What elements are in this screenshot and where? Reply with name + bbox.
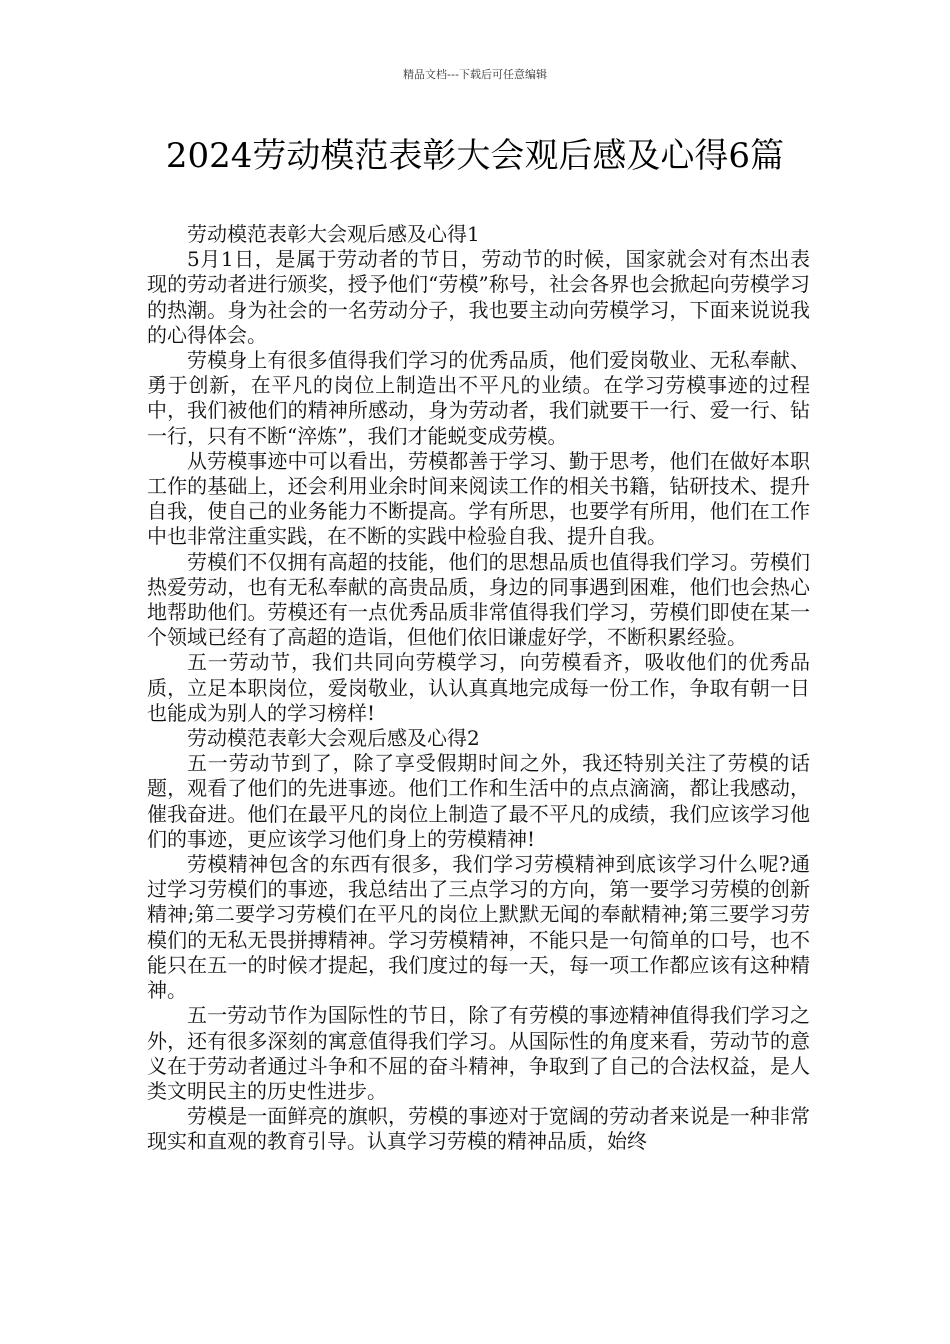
body-paragraph: 劳模是一面鲜亮的旗帜，劳模的事迹对于宽阔的劳动者来说是一种非常现实和直观的教育引导。认真学习劳模的精神品质，始终 [147,1104,810,1154]
body-paragraph: 劳模精神包含的东西有很多，我们学习劳模精神到底该学习什么呢?通过学习劳模们的事迹，我总结出了三点学习的方向，第一要学习劳模的创新精神;第二要学习劳模们在平凡的岗位上默默无闻的奉献精神;第三要学习劳模们的无私无畏拼搏精神。学习劳模精神，不能只是一句简单的口号，也不能只在五一的时候才提起，我们度过的每一天，每一项工作都应该有这种精神。 [147,852,810,1003]
document-header-note: 精品文档---下载后可任意编辑 [403,68,547,81]
document-title: 2024劳动模范表彰大会观后感及心得6篇 [165,136,785,176]
body-paragraph: 五一劳动节到了，除了享受假期时间之外，我还特别关注了劳模的话题，观看了他们的先进事迹。他们工作和生活中的点点滴滴，都让我感动，催我奋进。他们在最平凡的岗位上制造了最不平凡的成绩，我们应该学习他们的事迹，更应该学习他们身上的劳模精神! [147,751,810,851]
body-paragraph: 五一劳动节作为国际性的节日，除了有劳模的事迹精神值得我们学习之外，还有很多深刻的寓意值得我们学习。从国际性的角度来看，劳动节的意义在于劳动者通过斗争和不屈的奋斗精神，争取到了自己的合法权益，是人类文明民主的历史性进步。 [147,1003,810,1103]
section-heading: 劳动模范表彰大会观后感及心得1 [187,222,480,246]
section-heading: 劳动模范表彰大会观后感及心得2 [187,726,480,751]
document-body [147,222,810,1155]
body-paragraph: 5月1日，是属于劳动者的节日，劳动节的时候，国家就会对有杰出表现的劳动者进行颁奖，授予他们“劳模”称号，社会各界也会掀起向劳模学习的热潮。身为社会的一名劳动分子，我也要主动向劳模学习，下面来说说我的心得体会。 [147,247,810,347]
body-paragraph: 五一劳动节，我们共同向劳模学习，向劳模看齐，吸收他们的优秀品质，立足本职岗位，爱岗敬业，认认真真地完成每一份工作，争取有朝一日也能成为别人的学习榜样! [147,650,810,725]
body-paragraph: 从劳模事迹中可以看出，劳模都善于学习、勤于思考，他们在做好本职工作的基础上，还会利用业余时间来阅读工作的相关书籍，钻研技术、提升自我，使自己的业务能力不断提高。学有所思，也要学有所用，他们在工作中也非常注重实践，在不断的实践中检验自我、提升自我。 [147,448,810,549]
body-paragraph: 劳模们不仅拥有高超的技能，他们的思想品质也值得我们学习。劳模们热爱劳动，也有无私奉献的高贵品质，身边的同事遇到困难，他们也会热心地帮助他们。劳模还有一点优秀品质非常值得我们学习，劳模们即使在某一个领域已经有了高超的造诣，但他们依旧谦虚好学，不断积累经验。 [147,549,810,650]
body-paragraph: 劳模身上有很多值得我们学习的优秀品质，他们爱岗敬业、无私奉献、勇于创新，在平凡的岗位上制造出不平凡的业绩。在学习劳模事迹的过程中，我们被他们的精神所感动，身为劳动者，我们就要干一行、爱一行、钻一行，只有不断“淬炼”，我们才能蜕变成劳模。 [147,348,810,448]
